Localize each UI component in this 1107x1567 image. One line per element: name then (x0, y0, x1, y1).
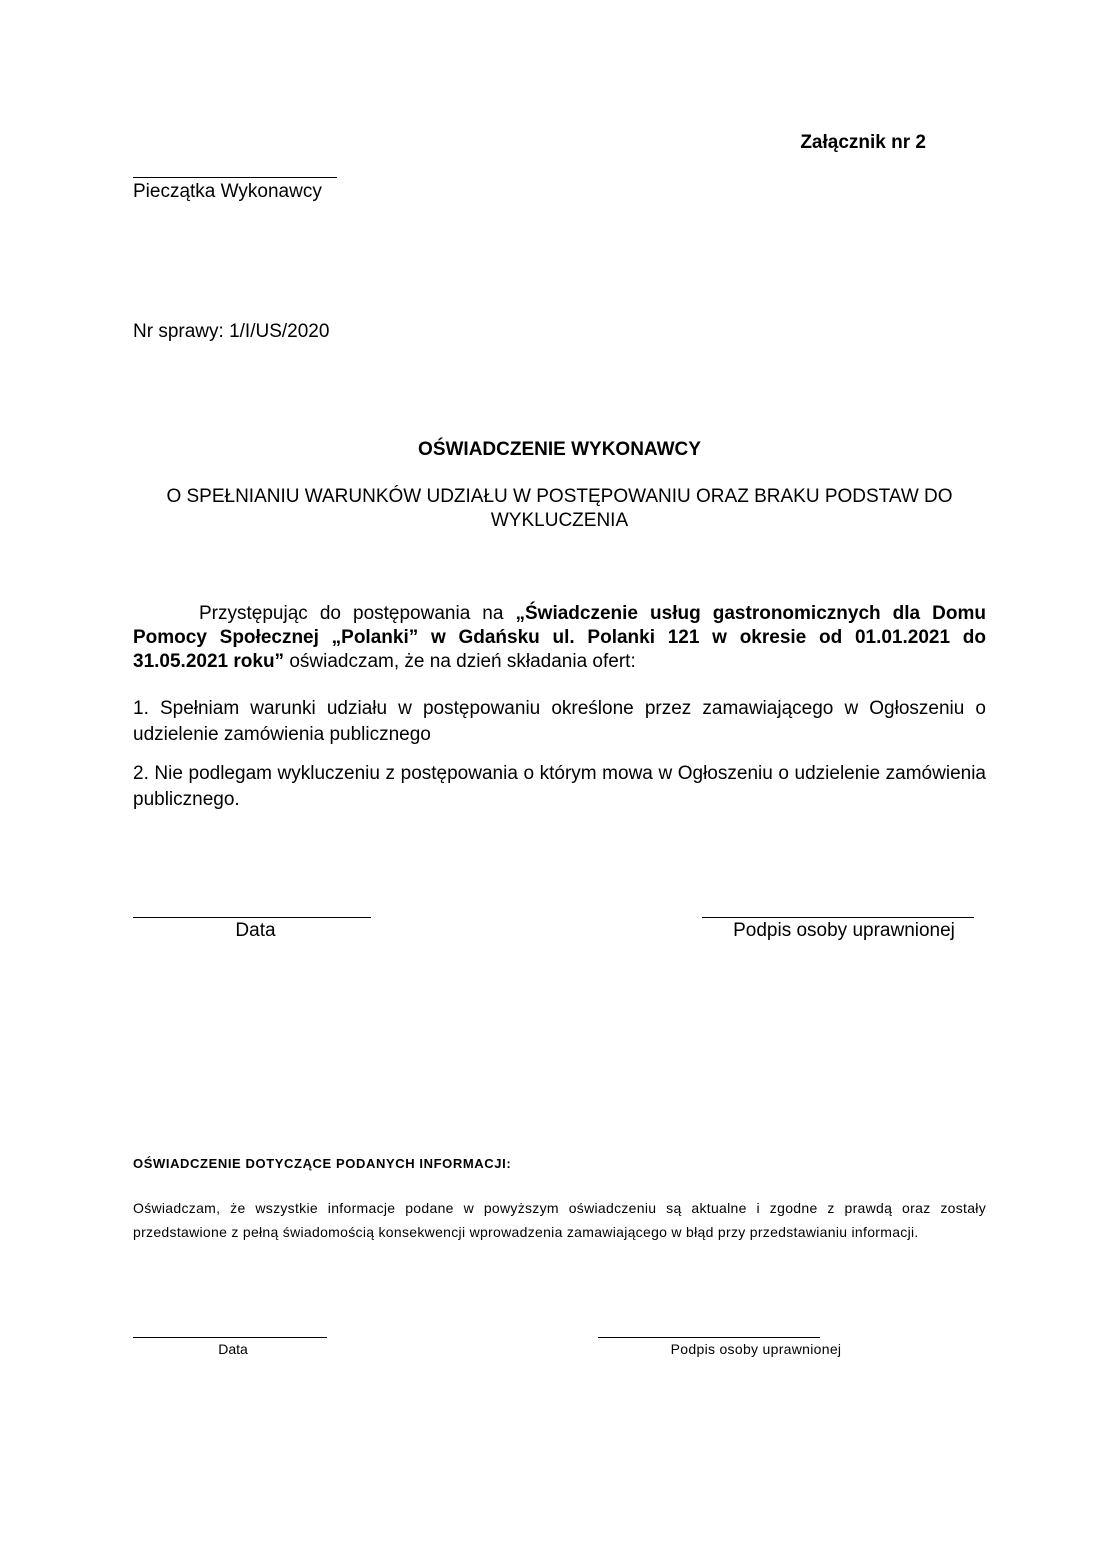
declaration-title: OŚWIADCZENIE WYKONAWCY (418, 439, 701, 460)
stamp-label: Pieczątka Wykonawcy (133, 181, 322, 202)
declaration-intro (133, 602, 986, 674)
declaration-subtitle: O SPEŁNIANIU WARUNKÓW UDZIAŁU W POSTĘPOWANIU ORAZ BRAKU PODSTAW DO WYKLUCZENIA (166, 486, 953, 531)
case-number: Nr sprawy: 1/I/US/2020 (133, 321, 330, 342)
date-signature-line (133, 917, 371, 918)
date-label-2: Data (218, 1341, 248, 1357)
date-signature-line-2 (133, 1337, 327, 1338)
intro-suffix: oświadczam, że na dzień składania ofert: (284, 651, 636, 672)
info-statement-text: Oświadczam, że wszystkie informacje podane w powyższym oświadczeniu są aktualne i zgodne z prawdą oraz zostały przedstawione z pełną świadomością konsekwencji wprowadzenia zamawiającego w błąd przy przedstawianiu informacji. (133, 1200, 986, 1240)
authorized-signature-label-2: Podpis osoby uprawnionej (670, 1341, 842, 1357)
date-label: Data (235, 920, 276, 941)
intro-prefix: Przystępując do postępowania na (199, 603, 516, 624)
info-statement-header: OŚWIADCZENIE DOTYCZĄCE PODANYCH INFORMACJI: (133, 1156, 512, 1171)
attachment-label: Załącznik nr 2 (800, 132, 926, 153)
authorized-signature-line-2 (598, 1337, 820, 1338)
declaration-point-1: 1. Spełniam warunki udziału w postępowaniu określone przez zamawiającego w Ogłoszeniu o udzielenie zamówienia publicznego (133, 698, 986, 745)
authorized-signature-line (702, 917, 974, 918)
declaration-point-2: 2. Nie podlegam wykluczeniu z postępowania o którym mowa w Ogłoszeniu o udzielenie zamówienia publicznego. (133, 763, 986, 810)
intro-contract-name: „Świadczenie usług gastronomicznych dla Domu Pomocy Społecznej „Polanki” w Gdańsku ul. Polanki 121 w okresie od 01.01.2021 do 31.05.2021 roku” (133, 603, 986, 672)
stamp-line (133, 177, 337, 178)
authorized-signature-label: Podpis osoby uprawnionej (733, 920, 955, 941)
